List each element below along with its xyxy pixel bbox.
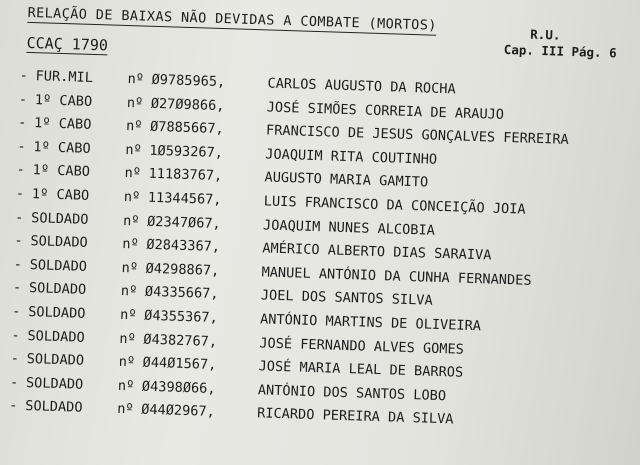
number-abbrev: nº [116, 401, 134, 418]
rank-text: SOLDADO [30, 233, 88, 252]
soldier-name: ANTÓNIO DOS SANTOS LOBO [257, 382, 447, 404]
reference-code: R.U. [530, 26, 561, 43]
service-number: 11344567, [147, 189, 222, 209]
list-dash: - [14, 209, 24, 226]
service-number: Ø7885667, [149, 118, 224, 138]
number-abbrev: nº [124, 165, 142, 182]
document-title: RELAÇÃO DE BAIXAS NÃO DEVIDAS A COMBATE (MORTOS) [27, 4, 438, 34]
number-abbrev: nº [125, 141, 142, 159]
rank-text: 1º CABO [33, 138, 91, 157]
soldier-name: JOSÉ FERNANDO ALVES GOMES [259, 334, 465, 358]
soldier-name: JOAQUIM NUNES ALCOBIA [262, 216, 436, 239]
list-dash: - [13, 256, 23, 273]
soldier-name: RICARDO PEREIRA DA SILVA [256, 405, 454, 428]
number-abbrev: nº [117, 377, 135, 395]
number-abbrev: nº [122, 212, 140, 230]
number-abbrev: nº [126, 94, 144, 112]
list-dash: - [11, 303, 21, 320]
rank-text: FUR.MIL [35, 68, 94, 86]
soldier-name: JOSÉ SIMÕES CORREIA DE ARAUJO [266, 99, 505, 123]
service-number: 11183767, [148, 166, 223, 185]
list-dash: - [16, 161, 26, 179]
rank-text: 1º CABO [33, 115, 92, 134]
soldier-name: JOEL DOS SANTOS SILVA [260, 287, 433, 310]
service-number: Ø2347Ø67, [146, 213, 222, 232]
rank-text: 1º CABO [31, 186, 90, 204]
rank-text: SOLDADO [25, 374, 84, 393]
soldier-name: JOAQUIM RITA COUTINHO [265, 146, 438, 168]
page-reference [504, 26, 618, 62]
soldier-name: AMÉRICO ALBERTO DIAS SARAIVA [262, 240, 492, 264]
soldier-name: MANUEL ANTÓNIO DA CUNHA FERNANDES [261, 264, 532, 289]
number-abbrev: nº [120, 283, 138, 300]
soldier-name: ANTÓNIO MARTINS DE OLIVEIRA [259, 311, 482, 335]
number-abbrev: nº [121, 259, 139, 277]
list-dash: - [14, 232, 23, 249]
number-abbrev: nº [125, 118, 143, 135]
list-dash: - [11, 327, 20, 344]
rank-text: SOLDADO [26, 351, 85, 369]
list-dash: - [10, 350, 20, 367]
list-dash: - [18, 91, 28, 108]
rank-text: 1º CABO [34, 91, 93, 110]
service-number: Ø4398Ø66, [141, 378, 216, 397]
service-number: 1Ø593267, [149, 142, 224, 161]
list-dash: - [12, 279, 22, 297]
service-number: Ø4355367, [143, 307, 219, 326]
list-dash: - [17, 114, 27, 132]
service-number: Ø2843367, [146, 236, 221, 256]
service-number: Ø4335667, [144, 284, 219, 303]
casualty-list [9, 65, 620, 438]
list-dash: - [9, 397, 18, 415]
list-dash: - [19, 67, 29, 84]
soldier-name: AUGUSTO MARIA GAMITO [264, 169, 429, 191]
rank-text: SOLDADO [24, 398, 83, 417]
number-abbrev: nº [123, 188, 141, 206]
list-dash: - [15, 185, 25, 202]
list-dash: - [17, 138, 26, 155]
rank-text: SOLDADO [30, 209, 89, 228]
service-number: Ø27Ø9866, [150, 95, 225, 114]
service-number: Ø4382767, [143, 331, 218, 350]
service-number: Ø4298867, [145, 260, 220, 279]
number-abbrev: nº [127, 71, 145, 88]
service-number: Ø44Ø2967, [140, 401, 216, 421]
number-abbrev: nº [119, 306, 137, 324]
rank-text: SOLDADO [28, 280, 87, 299]
rank-text: SOLDADO [29, 256, 88, 275]
number-abbrev: nº [122, 236, 140, 253]
soldier-name: CARLOS AUGUSTO DA ROCHA [267, 75, 456, 98]
unit-label: CCAÇ 1790 [26, 33, 109, 55]
rank-text: 1º CABO [32, 162, 91, 181]
service-number: Ø9785965, [151, 71, 226, 91]
rank-text: SOLDADO [27, 303, 86, 322]
rank-text: SOLDADO [27, 327, 85, 346]
chapter-page: Cap. III Pág. 6 [503, 41, 617, 61]
soldier-name: FRANCISCO DE JESUS GONÇALVES FERREIRA [265, 122, 569, 149]
service-number: Ø44Ø1567, [142, 354, 217, 374]
soldier-name: JOSÉ MARIA LEAL DE BARROS [258, 358, 464, 381]
soldier-name: LUIS FRANCISCO DA CONCEIÇÃO JOIA [263, 193, 526, 218]
list-dash: - [9, 374, 19, 391]
number-abbrev: nº [118, 354, 136, 371]
number-abbrev: nº [119, 330, 137, 347]
